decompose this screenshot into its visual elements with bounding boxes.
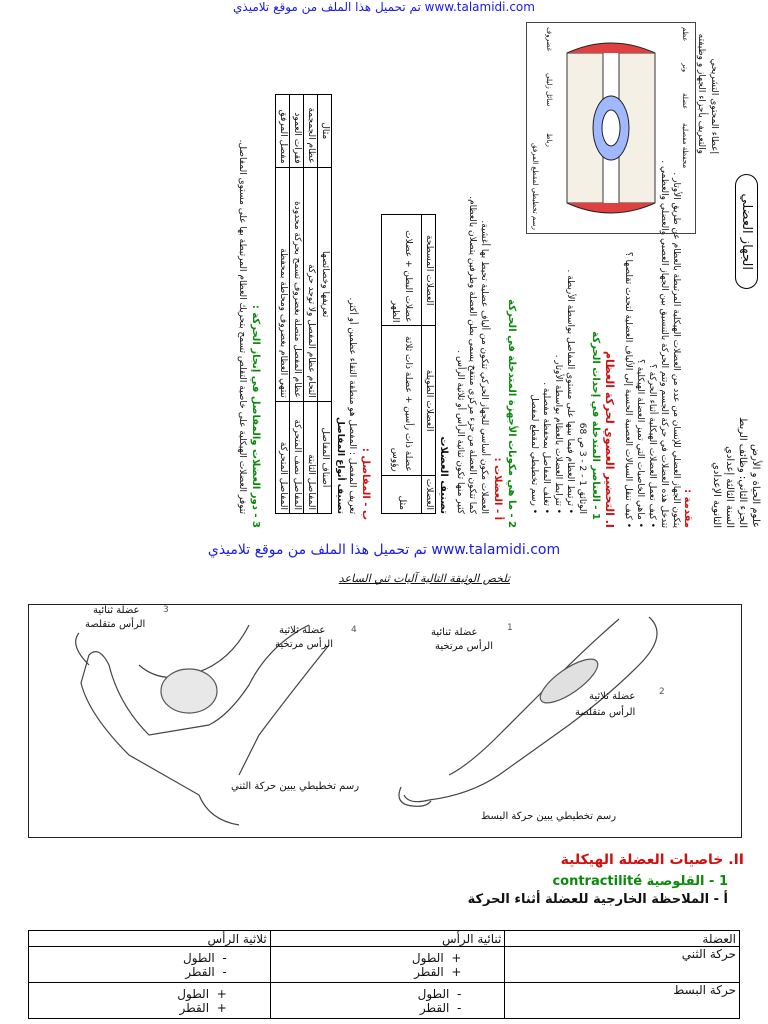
rotated-section	[0, 14, 768, 534]
section2-b-line-1: تصنيف أنواع المفاصل	[335, 416, 345, 514]
flex-b-sign-0: +	[451, 950, 462, 965]
sub1-num: 1 -	[709, 874, 728, 889]
table-header-muscle: العضلة	[505, 931, 740, 947]
joint-td-2-2: مفصل المرفق	[276, 95, 290, 168]
section2-line-2: كثير منها تكون ثنائية الرأس أو ثلاثية الرأس .	[455, 350, 465, 514]
joint-label-1: وتر	[681, 63, 689, 73]
ext-t-sign-1: +	[216, 1000, 227, 1015]
joint-td-0-2: عظام الجمجمة	[304, 95, 318, 168]
flex-label-mid: عضلة ثلاثية	[279, 625, 326, 636]
flex-t-lab-1: القطر	[185, 964, 215, 979]
ext-label-mid2: الرأس متقلصة	[575, 707, 636, 718]
section2-b-line-0: تعريف المفصل : المفصل هو منطقة التقاء عظمين أو أكثر.	[347, 297, 357, 514]
table-row	[382, 215, 422, 514]
section1-line-1: • ترتبط العظام فيما بينها على مستوى المفاصل بواسطة الأربطة .	[565, 269, 575, 514]
intro-line-2: • كيف تعمل العضلات الهيكلية أثناء الحركة ؟	[647, 364, 657, 528]
flex-label-mid2: الرأس مرتخية	[275, 639, 333, 650]
flex-label-top: عضلة ثنائية	[93, 605, 140, 616]
muscle-table	[381, 214, 436, 514]
joint-label-5: سائل زليلي	[545, 73, 553, 107]
ext-num-top: 1	[507, 623, 513, 633]
ext-b-sign-1: -	[457, 1000, 462, 1015]
joint-diagram	[526, 22, 696, 234]
section3-title: 3 - دور العضلات والمفاصل في إنجاز الحركة :	[250, 304, 261, 528]
contractility-table	[28, 930, 740, 1019]
section1-line-2: • تترابط العضلات بالعظام بواسطة الأوتار .	[553, 354, 563, 514]
section1-line-0: الوثائق 1 - 2 - 3 ص 68	[577, 422, 587, 514]
figure-heading: تلخص الوثيقة التالية آليات ثني الساعد	[338, 572, 510, 585]
section-II-title: خاصيات العضلة الهيكلية	[560, 852, 724, 868]
joint-label-2: عضلة	[681, 93, 689, 110]
section2-a: أ - العضلات :	[492, 457, 503, 520]
ext-t-lab-0: الطول	[177, 986, 210, 1001]
section1-sub: 1 - العناصر المتدخلة في إحداث الحركة	[590, 331, 601, 520]
section-II-numeral: II.	[728, 852, 744, 868]
section1-line-3: • تغلف المفاصل بمحفظة مفصلية .	[541, 382, 551, 514]
flex-label-top2: الرأس متقلصة	[85, 619, 146, 630]
ext-t-sign-0: +	[216, 986, 227, 1001]
school-line-3: السنة الثالثة إعدادي	[724, 446, 735, 528]
joint-caption: رسم تخطيطي لمقطع المرفق	[531, 143, 539, 230]
table-row	[304, 95, 318, 514]
ext-b-lab-1: القطر	[419, 1000, 450, 1015]
intro-line-3: • ماهي الخاصيات التي تميز العضلة الهيكلية ؟	[635, 359, 645, 528]
section3-line: تتوفر العضلات الهيكلية على خاصية التقلص تسمح بتحريك العظام المرتبطة بها على مستوى المفاصل.	[237, 139, 247, 514]
sub1-ar: القلوصية	[646, 874, 705, 889]
joint-td-0-1: التحام عظام المفصل ولا توجد حركة	[304, 167, 318, 401]
joint-td-1-1: عظام المفصل متصلة بغضروف تسمح بحركة محدودة	[290, 167, 304, 401]
flex-t-sign-0: -	[222, 950, 227, 965]
contractility-header	[29, 931, 740, 947]
table-row	[276, 95, 290, 514]
table-header-biceps: ثنائية الرأس	[270, 931, 505, 947]
muscle-td-1: عضلة ذات رأسين + عضلة ذات ثلاثة رؤوس	[382, 326, 422, 475]
flexion-arm-drawing	[76, 625, 329, 825]
muscle-td-0: مثل	[382, 475, 422, 513]
arm-figure-svg	[29, 605, 741, 837]
flex-t-sign-1: -	[222, 964, 227, 979]
joint-th-2: مثال	[318, 95, 332, 168]
sub1-en: contractilité	[552, 874, 643, 889]
muscle-table-header	[422, 215, 436, 514]
flex-caption: رسم تخطيطي يبين حركة الثني	[231, 781, 360, 792]
section2-b: ب - المفاصل :	[360, 447, 371, 520]
subtitle: إعطاء المحتوى التشريحي والتعريف بأجزاء الجهاز و وظيفته	[696, 33, 719, 154]
school-line-2: الجزء الثاني: وظائف الربط	[737, 416, 748, 528]
muscle-td-2: عضلات البطن + عضلات الظهر	[382, 215, 422, 326]
ext-b-lab-0: الطول	[417, 986, 450, 1001]
school-line-1: علوم الحياة و الأرض	[750, 444, 761, 528]
muscle-th-1: العضلات الطويلة	[422, 326, 436, 475]
joint-th-0: أصناف المفاصل	[318, 401, 332, 513]
ext-label-top2: الرأس مرتخية	[435, 641, 493, 652]
flex-b-lab-0: الطول	[411, 950, 444, 965]
section-II-heading	[561, 852, 744, 868]
joint-label-4: غضروف	[545, 27, 553, 52]
section2-line-1: كما تتكون العضلة من جزء مركزي منتفخ يسمى بطن العضلة وطرفين يتصلان بالعظام.	[467, 196, 477, 514]
muscle-table-title: تصنيف العضلات	[438, 436, 449, 514]
muscle-th-2: العضلات المسطحة	[422, 215, 436, 326]
intro-line-0: يتكون الجهاز العضلي للإنسان من عدد من العضلات الهيكلية المرتبطة بالعظام عن طريق الأوتار .	[671, 172, 681, 528]
joint-td-1-2: فقرات العمود	[290, 95, 304, 168]
intro-line-4: • كيف تنقل السيالات العصبية الحسية إلى الألياف العضلية لتحدث تقلصها ؟	[623, 251, 633, 528]
flex-num-mid: 4	[351, 625, 357, 635]
title-box: الجهاز العضلي	[735, 174, 758, 289]
ext-b-sign-0: -	[457, 986, 462, 1001]
joint-table	[275, 94, 332, 514]
flex-b-lab-1: القطر	[414, 964, 444, 979]
top-banner[interactable]: تم تحميل هذا الملف من موقع تلاميذي www.talamidi.com	[233, 0, 535, 14]
school-line-4: الثانوية الإعدادي	[711, 462, 722, 528]
ext-t-lab-1: القطر	[179, 1000, 210, 1015]
section-II-sub1	[552, 874, 728, 889]
intro-line-1: تتدخل هذه العضلات في حركة الجسم وتتم الحركة بالتنسيق بين الجهاز العصبي والعضلي والعظمي .	[659, 160, 669, 528]
joint-label-3: محفظة مفصلية	[681, 123, 689, 169]
ext-label-mid: عضلة ثلاثية	[589, 691, 636, 702]
joint-label-6: رباط	[545, 133, 553, 147]
table-row	[29, 983, 740, 1019]
section1-title: I. التحضير العضوي لحركة العظام	[603, 351, 616, 528]
table-row	[29, 947, 740, 983]
section2-line-0: العضلات مكون أساسي للجهاز الحركي تتكون من ألياف عضلية تحيط بها أغشية.	[479, 220, 489, 514]
table-row	[290, 95, 304, 514]
section2-title: 2 - ما هي مكونات الأجهزة المتدخلة في الحركة	[506, 299, 517, 528]
joint-td-0-0: المفاصل الثابتة	[304, 401, 318, 513]
ext-label-top: عضلة ثنائية	[431, 627, 478, 638]
section1-line-4: • رسم تخطيطي لمقطع لمفصل	[529, 394, 539, 514]
row-extension-biceps	[270, 983, 505, 1019]
flex-t-lab-0: الطول	[183, 950, 215, 965]
joint-td-2-0: المفاصل المتحركة	[276, 401, 290, 513]
row-extension-name: حركة البسط	[505, 983, 740, 1019]
row-flexion-biceps	[270, 947, 505, 983]
row-flexion-name: حركة الثني	[505, 947, 740, 983]
joint-label-0: عظم	[681, 27, 689, 42]
joint-td-2-1: تنتهي العظام بغضروف ومحاطة بمحفظة	[276, 167, 290, 401]
joint-th-1: تعريفها وخصائصها	[318, 167, 332, 401]
table-header-triceps: ثلاثية الرأس	[29, 931, 271, 947]
muscle-th-0: العضلات	[422, 475, 436, 513]
joint-td-1-0: المفاصل نصف المتحركة	[290, 401, 304, 513]
row-flexion-triceps	[29, 947, 271, 983]
intro-label: مقدمة :	[682, 489, 693, 528]
row-extension-triceps	[29, 983, 271, 1019]
joint-table-header	[318, 95, 332, 514]
ext-num-mid: 2	[659, 687, 665, 697]
arm-figure	[28, 604, 742, 838]
section-II-sub-a: أ - الملاحظة الخارجية للعضلة أثناء الحركة	[467, 892, 728, 907]
mid-banner[interactable]: تم تحميل هذا الملف من موقع تلاميذي www.talamidi.com	[207, 542, 561, 558]
flex-b-sign-1: +	[451, 964, 462, 979]
ext-caption: رسم تخطيطي يبين حركة البسط	[481, 811, 617, 822]
flex-num-top: 3	[163, 605, 169, 615]
